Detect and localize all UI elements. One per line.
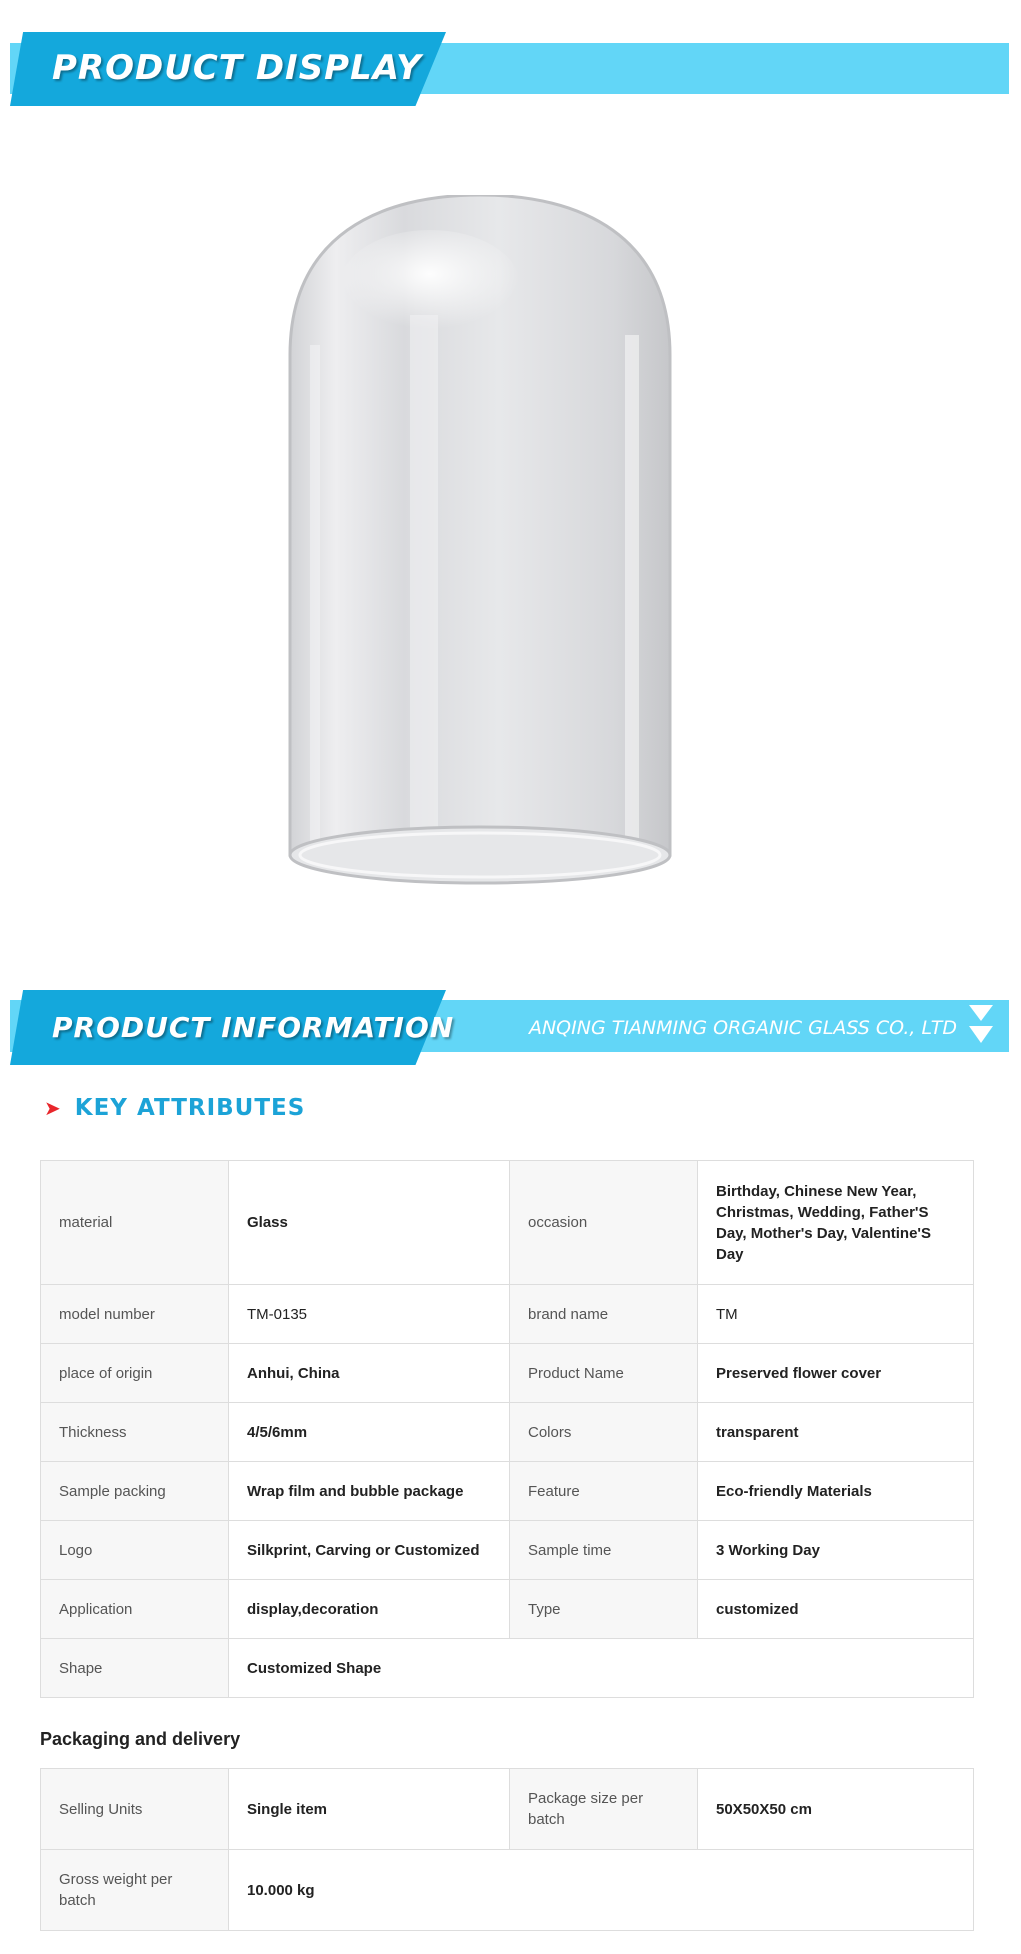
attribute-value: transparent [698, 1403, 974, 1462]
attribute-key: Thickness [41, 1403, 229, 1462]
attribute-value: Anhui, China [229, 1344, 510, 1403]
table-row [41, 1769, 974, 1850]
attribute-key: Shape [41, 1639, 229, 1698]
attribute-value: Preserved flower cover [698, 1344, 974, 1403]
key-attributes-heading [44, 1095, 305, 1121]
attribute-key: Sample time [510, 1521, 698, 1580]
product-display-banner [10, 32, 1009, 106]
attribute-value: Customized Shape [229, 1639, 974, 1698]
packaging-table [40, 1768, 974, 1931]
table-row [41, 1344, 974, 1403]
key-attributes-label: KEY ATTRIBUTES [74, 1095, 306, 1121]
attribute-value: customized [698, 1580, 974, 1639]
attribute-value: 50X50X50 cm [698, 1769, 974, 1850]
attribute-key: material [41, 1161, 229, 1285]
product-information-banner [10, 990, 1009, 1065]
attribute-key: Type [510, 1580, 698, 1639]
product-information-title: PRODUCT INFORMATION [52, 1011, 455, 1044]
attribute-key: Gross weight per batch [41, 1850, 229, 1931]
company-name: ANQING TIANMING ORGANIC GLASS CO., LTD [528, 1017, 957, 1039]
table-row [41, 1639, 974, 1698]
red-arrow-icon: ➤ [44, 1097, 61, 1120]
attribute-value: Silkprint, Carving or Customized [229, 1521, 510, 1580]
packaging-heading: Packaging and delivery [40, 1729, 241, 1749]
attribute-value: TM-0135 [229, 1285, 510, 1344]
attribute-key: Application [41, 1580, 229, 1639]
product-display-title: PRODUCT DISPLAY [52, 48, 422, 88]
key-attributes-table [40, 1160, 974, 1698]
table-row [41, 1403, 974, 1462]
glass-dome-image [270, 195, 690, 920]
attribute-key: Feature [510, 1462, 698, 1521]
attribute-key: model number [41, 1285, 229, 1344]
table-row [41, 1285, 974, 1344]
attribute-value: 4/5/6mm [229, 1403, 510, 1462]
attribute-value: Glass [229, 1161, 510, 1285]
double-down-arrow-icon [969, 1005, 993, 1045]
attribute-value: display,decoration [229, 1580, 510, 1639]
table-row [41, 1161, 974, 1285]
attribute-value: TM [698, 1285, 974, 1344]
attribute-key: brand name [510, 1285, 698, 1344]
attribute-key: Product Name [510, 1344, 698, 1403]
attribute-value: Wrap film and bubble package [229, 1462, 510, 1521]
table-row [41, 1521, 974, 1580]
attribute-value: 10.000 kg [229, 1850, 974, 1931]
attribute-key: Selling Units [41, 1769, 229, 1850]
attribute-key: Colors [510, 1403, 698, 1462]
attribute-value: Eco-friendly Materials [698, 1462, 974, 1521]
table-row [41, 1462, 974, 1521]
table-row [41, 1850, 974, 1931]
attribute-key: Package size per batch [510, 1769, 698, 1850]
attribute-value: 3 Working Day [698, 1521, 974, 1580]
attribute-key: Sample packing [41, 1462, 229, 1521]
attribute-key: occasion [510, 1161, 698, 1285]
attribute-value: Birthday, Chinese New Year, Christmas, Wedding, Father'S Day, Mother's Day, Valentine'S Day [698, 1161, 974, 1285]
attribute-value: Single item [229, 1769, 510, 1850]
attribute-key: Logo [41, 1521, 229, 1580]
attribute-key: place of origin [41, 1344, 229, 1403]
table-row [41, 1580, 974, 1639]
